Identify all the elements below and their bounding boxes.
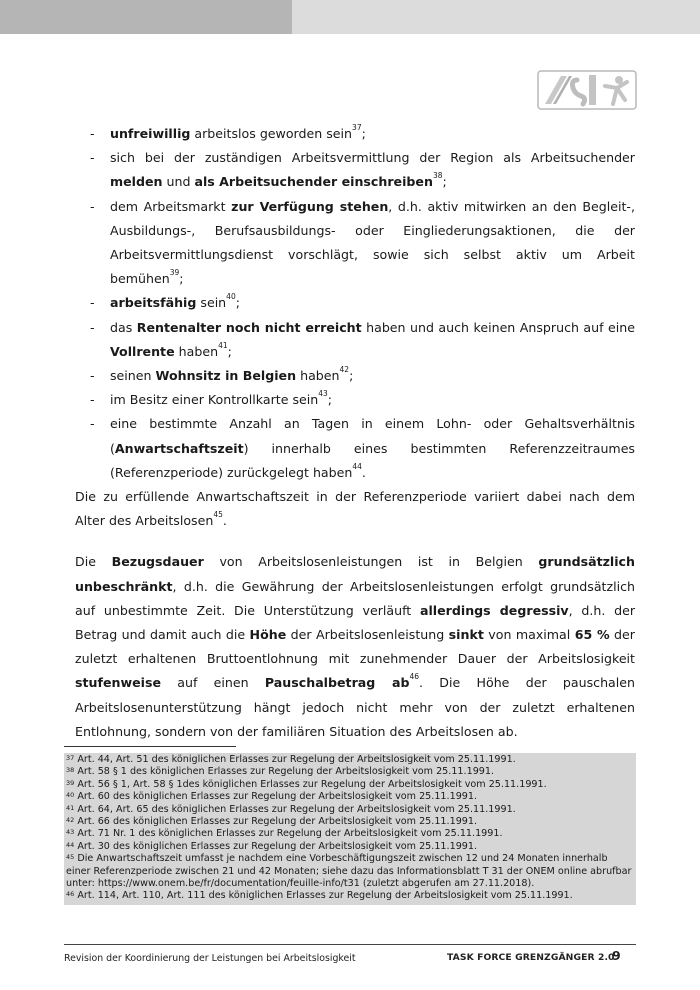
emphasis-text: Vollrente: [110, 343, 175, 359]
emphasis-text: unfreiwillig: [110, 126, 191, 141]
emphasis-text: melden: [110, 174, 163, 190]
bullet-dash: -: [90, 368, 95, 384]
footnote-text: Art. 66 des königlichen Erlasses zur Regelung der Arbeitslosigkeit vom 25.11.1991.: [74, 816, 478, 828]
footnote-item: [66, 890, 634, 902]
paragraph-bezugsdauer: [75, 550, 635, 744]
body-text: Die: [75, 554, 112, 570]
footer-project-name: TASK FORCE GRENZGÄNGER 2.0: [447, 952, 615, 963]
bullet-dash: -: [90, 416, 95, 432]
footnote-ref: 39: [169, 268, 180, 278]
bullet-dash: -: [90, 392, 95, 408]
footnote-ref: 40: [226, 292, 236, 302]
footnote-item: [66, 828, 634, 840]
emphasis-text: als Arbeitsuchender einschreiben: [194, 174, 433, 190]
criteria-list-item: [75, 195, 635, 292]
footnote-ref: 38: [432, 171, 443, 181]
body-text: .: [361, 464, 366, 480]
body-text: . Die Höhe der pauschalen Arbeitslosenunterstützung hängt jedoch nicht mehr von der zuletzt erhaltenen Entlohnung, sondern von der familiären Situation des Arbeitslosen ab.: [75, 675, 635, 739]
footnote-number: 39: [66, 778, 75, 787]
body-text: sein: [196, 295, 227, 311]
footnote-item: [66, 853, 634, 890]
footnote-number: 38: [66, 766, 75, 775]
footnote-number: 42: [66, 816, 75, 825]
emphasis-text: Anwartschaftszeit: [114, 440, 244, 456]
footnote-number: 45: [66, 853, 75, 862]
bullet-dash: -: [90, 319, 95, 335]
footnote-number: 43: [66, 828, 75, 837]
bullet-dash: -: [90, 295, 95, 311]
body-text: haben: [174, 343, 219, 359]
footer-document-title: Revision der Koordinierung der Leistungen bei Arbeitslosigkeit: [64, 953, 356, 964]
criteria-list-item: [75, 122, 635, 146]
body-text: ;: [227, 343, 232, 359]
body-text: dem Arbeitsmarkt: [110, 198, 232, 214]
footnote-ref: 41: [218, 340, 228, 350]
footnote-text: Die Anwartschaftszeit umfasst je nachdem eine Vorbeschäftigungszeit zwischen 12 und 24 Monaten innerhalb einer Referenzperiode zwischen 21 und 42 Monaten; siehe dazu das Informationsblatt T 31 der ONEM online abrufbar unter: https://www.onem.be/fr/documentation/feuille-info/t31 (zuletzt abgerufen am 27.11.2018).: [66, 853, 632, 890]
footnote-ref: 44: [352, 461, 362, 471]
emphasis-text: allerdings degressiv: [419, 602, 569, 618]
emphasis-text: 65 %: [574, 627, 610, 643]
emphasis-text: Bezugsdauer: [111, 554, 204, 570]
emphasis-text: Wohnsitz in Belgien: [155, 368, 297, 384]
body-text: und: [162, 174, 195, 190]
footnote-number: 40: [66, 791, 75, 800]
footnote-text: Art. 114, Art. 110, Art. 111 des königlichen Erlasses zur Regelung der Arbeitslosigkeit vom 25.11.1991.: [74, 890, 573, 902]
emphasis-text: sinkt: [448, 627, 484, 643]
body-text: ;: [349, 368, 354, 384]
paragraph-anwartschaftszeit: [75, 485, 635, 533]
body-text: ;: [179, 271, 184, 287]
body-text: ;: [361, 126, 366, 141]
footnote-ref: 42: [339, 365, 350, 375]
footnote-text: Art. 60 des königlichen Erlasses zur Regelung der Arbeitslosigkeit vom 25.11.1991.: [74, 791, 478, 803]
body-text: der Arbeitslosenleistung: [286, 627, 449, 643]
footnote-text: Art. 58 § 1 des königlichen Erlasses zur Regelung der Arbeitslosigkeit vom 25.11.1991.: [74, 766, 495, 778]
footnote-ref: 45: [213, 510, 223, 520]
header-band-light: [292, 0, 700, 34]
main-content: [75, 122, 635, 744]
body-text: der zuletzt erhaltenen Bruttoentlohnung mit zunehmender Dauer der Arbeitslosigkeit: [75, 627, 635, 667]
footnote-item: [66, 766, 634, 778]
footnote-item: [66, 791, 634, 803]
emphasis-text: arbeitsfähig: [110, 295, 197, 311]
bullet-dash: -: [90, 150, 95, 166]
body-text: haben und auch keinen Anspruch auf eine: [361, 319, 636, 335]
body-text: ;: [442, 174, 447, 190]
body-text: sich bei der zuständigen Arbeitsvermittlung der Region als Arbeitsuchender: [110, 150, 635, 166]
header-band-dark: [0, 0, 292, 34]
footnote-number: 37: [66, 754, 75, 762]
body-text: im Besitz einer Kontrollkarte sein: [110, 392, 319, 408]
criteria-list: [75, 122, 635, 485]
body-text: , d.h. aktiv mitwirken an den Begleit-, Ausbildungs-, Berufsausbildungs- oder Eingliederungsaktionen, die der Arbeitsvermittlungsdienst vorschlägt, sowie sich selbst aktiv um Arbeit bemühen: [110, 198, 635, 287]
footnote-item: [66, 804, 634, 816]
footer-separator: [64, 944, 636, 945]
emphasis-text: Pauschalbetrag ab: [264, 675, 410, 691]
criteria-list-item: [75, 412, 635, 485]
bullet-dash: -: [90, 198, 95, 214]
body-text: arbeitslos geworden sein: [190, 126, 353, 141]
footnote-text: Art. 56 § 1, Art. 58 § 1des königlichen Erlasses zur Regelung der Arbeitslosigkeit vom 25.11.1991.: [74, 778, 547, 790]
body-text: .: [222, 513, 227, 529]
footnote-item: [66, 779, 634, 791]
criteria-list-item: [75, 364, 635, 388]
criteria-list-item: [75, 388, 635, 412]
body-text: auf einen: [161, 675, 265, 691]
body-text: von maximal: [483, 627, 575, 643]
footnote-number: 46: [66, 890, 75, 899]
footnote-text: Art. 64, Art. 65 des königlichen Erlasses zur Regelung der Arbeitslosigkeit vom 25.11.1991.: [74, 803, 516, 815]
body-text: von Arbeitslosenleistungen ist in Belgien: [203, 554, 539, 570]
body-text: ) innerhalb eines bestimmten Referenzzeitraumes (Referenzperiode) zurückgelegt haben: [110, 440, 635, 480]
body-text: seinen: [110, 368, 156, 384]
body-text: haben: [296, 368, 340, 384]
body-text: ;: [235, 295, 240, 311]
criteria-list-item: [75, 316, 635, 364]
footnote-item: [66, 816, 634, 828]
footnote-text: Art. 71 Nr. 1 des königlichen Erlasses zur Regelung der Arbeitslosigkeit vom 25.11.1991.: [74, 828, 503, 840]
page-number: 9: [612, 948, 621, 963]
body-text: , d.h. der Betrag und damit auch die: [75, 602, 636, 643]
emphasis-text: stufenweise: [75, 675, 161, 691]
footnote-number: 41: [66, 803, 75, 812]
footnotes: [64, 753, 636, 905]
emphasis-text: grundsätzlich unbeschränkt: [75, 554, 635, 594]
footnote-item: [66, 841, 634, 853]
footnote-item: [66, 754, 634, 766]
body-text: , d.h. die Gewährung der Arbeitslosenleistungen erfolgt grundsätzlich auf unbestimmte Zeit. Die Unterstützung verläuft: [75, 578, 635, 618]
body-text: ;: [327, 392, 333, 408]
footnote-ref: 37: [352, 123, 362, 132]
body-text: eine bestimmte Anzahl an Tagen in einem Lohn- oder Gehaltsverhältnis (: [110, 416, 635, 456]
footnote-separator: [64, 746, 236, 747]
footnote-text: Art. 44, Art. 51 des königlichen Erlasses zur Regelung der Arbeitslosigkeit vom 25.11.1991.: [74, 754, 516, 765]
task-force-logo: [537, 70, 637, 110]
bullet-dash: -: [90, 126, 95, 141]
criteria-list-item: [75, 291, 635, 315]
footnote-text: Art. 30 des königlichen Erlasses zur Regelung der Arbeitslosigkeit vom 25.11.1991.: [74, 840, 478, 852]
footnote-number: 44: [66, 840, 75, 849]
body-text: das: [110, 319, 137, 335]
body-text: Die zu erfüllende Anwartschaftszeit in der Referenzperiode variiert dabei nach dem Alter des Arbeitslosen: [75, 489, 635, 529]
footnote-ref: 43: [318, 389, 328, 399]
criteria-list-item: [75, 146, 635, 194]
emphasis-text: zur Verfügung stehen: [231, 198, 389, 214]
emphasis-text: Höhe: [249, 627, 287, 643]
emphasis-text: Rentenalter noch nicht erreicht: [136, 319, 362, 335]
footnote-ref: 46: [409, 672, 420, 682]
